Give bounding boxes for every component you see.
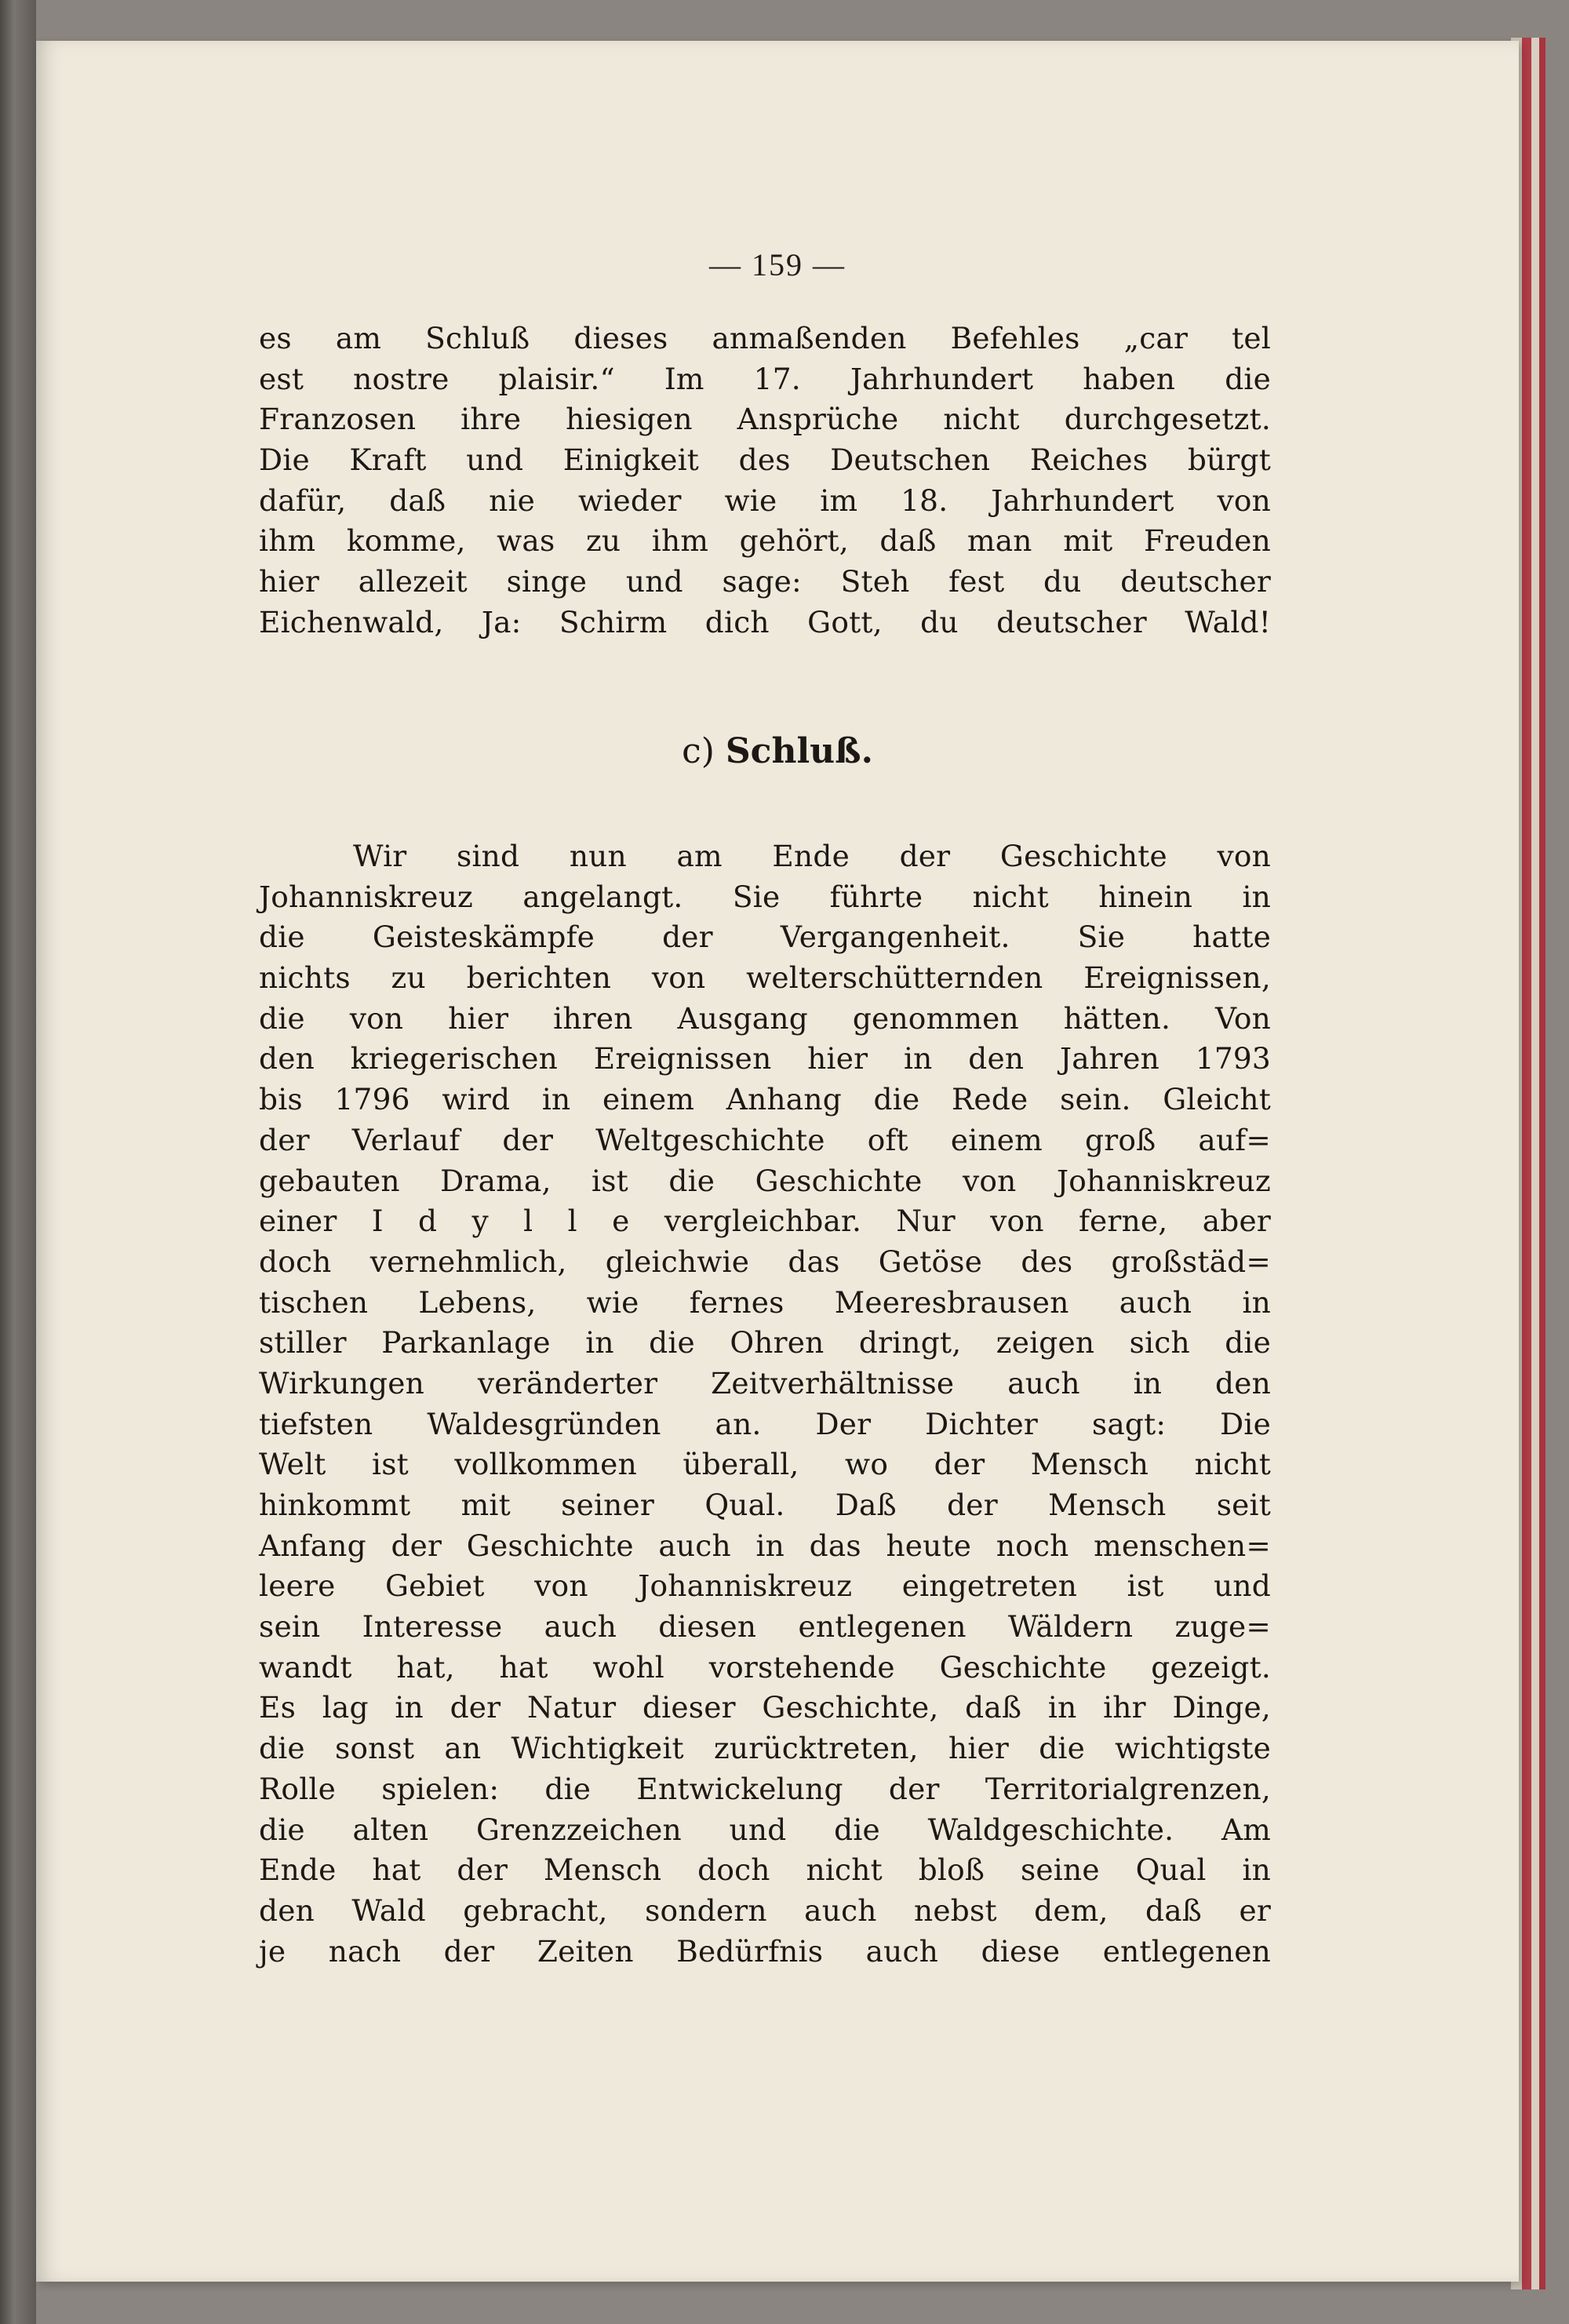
page-edge-red (1522, 38, 1531, 2289)
text-line: nichts zu berichten von welterschütternden Ereignissen, (259, 960, 1271, 996)
text-line: Ende hat der Mensch doch nicht bloß seine Qual in (259, 1852, 1271, 1888)
page-edge-red-outer (1539, 38, 1545, 2289)
text-line: hier allezeit singe und sage: Steh fest du deutscher (259, 564, 1271, 599)
text-line: gebauten Drama, ist die Geschichte von Johanniskreuz (259, 1163, 1271, 1198)
text-line: stiller Parkanlage in die Ohren dringt, zeigen sich die (259, 1325, 1271, 1361)
text-line: die alten Grenzzeichen und die Waldgeschichte. Am (259, 1812, 1271, 1847)
paragraph-closing-previous-section (259, 319, 1271, 643)
text-line: Anfang der Geschichte auch in das heute noch menschen= (259, 1528, 1271, 1563)
page-edges-inner (1531, 38, 1539, 2289)
text-line: den kriegerischen Ereignissen hier in den Jahren 1793 (259, 1041, 1271, 1076)
page-sheet (36, 41, 1519, 2282)
text-line: Johanniskreuz angelangt. Sie führte nicht hinein in (259, 879, 1271, 914)
text-line: Eichenwald, Ja: Schirm dich Gott, du deutscher Wald! (259, 604, 1271, 639)
text-line: den Wald gebracht, sondern auch nebst dem, daß er (259, 1892, 1271, 1928)
text-line: Wir sind nun am Ende der Geschichte von (353, 839, 1271, 873)
text-line: je nach der Zeiten Bedürfnis auch diese entlegenen (259, 1933, 1271, 1969)
text-line: Welt ist vollkommen überall, wo der Mensch nicht (259, 1447, 1271, 1482)
text-line: bis 1796 wird in einem Anhang die Rede sein. Gleicht (259, 1082, 1271, 1117)
text-line: Wirkungen veränderter Zeitverhältnisse auch in den (259, 1365, 1271, 1401)
text-line: Rolle spielen: die Entwickelung der Territorialgrenzen, (259, 1771, 1271, 1806)
section-heading (36, 731, 1519, 771)
text-line: die von hier ihren Ausgang genommen hätten. Von (259, 1000, 1271, 1036)
text-line: Es lag in der Natur dieser Geschichte, daß in ihr Dinge, (259, 1690, 1271, 1725)
text-line: wandt hat, hat wohl vorstehende Geschichte gezeigt. (259, 1649, 1271, 1685)
text-line: Die Kraft und Einigkeit des Deutschen Reiches bürgt (259, 443, 1271, 478)
text-line: est nostre plaisir.“ Im 17. Jahrhundert haben die (259, 361, 1271, 396)
book-spine (0, 0, 36, 2324)
text-line: ihm komme, was zu ihm gehört, daß man mit Freuden (259, 523, 1271, 559)
text-line: doch vernehmlich, gleichwie das Getöse des großstäd= (259, 1244, 1271, 1279)
text-line: sein Interesse auch diesen entlegenen Wäldern zuge= (259, 1609, 1271, 1645)
text-line: Franzosen ihre hiesigen Ansprüche nicht durchgesetzt. (259, 402, 1271, 437)
section-label: c) (682, 731, 715, 771)
text-line: hinkommt mit seiner Qual. Daß der Mensch seit (259, 1488, 1271, 1522)
text-line: tischen Lebens, wie fernes Meeresbrausen auch in (259, 1284, 1271, 1320)
page-number: — 159 — (709, 247, 846, 282)
text-line: leere Gebiet von Johanniskreuz eingetreten ist und (259, 1568, 1271, 1604)
text-line: tiefsten Waldesgründen an. Der Dichter sagt: Die (259, 1406, 1271, 1441)
text-line: der Verlauf der Weltgeschichte oft einem groß auf= (259, 1122, 1271, 1157)
text-line: es am Schluß dieses anmaßenden Befehles „car tel (259, 321, 1271, 355)
text-line: die Geisteskämpfe der Vergangenheit. Sie hatte (259, 920, 1271, 955)
paragraph-schluss (259, 836, 1271, 1972)
section-title: Schluß. (725, 731, 873, 771)
text-line: dafür, daß nie wieder wie im 18. Jahrhundert von (259, 483, 1271, 518)
text-line: die sonst an Wichtigkeit zurücktreten, hier die wichtigste (259, 1731, 1271, 1766)
text-line: einer I d y l l e vergleichbar. Nur von ferne, aber (259, 1204, 1271, 1239)
